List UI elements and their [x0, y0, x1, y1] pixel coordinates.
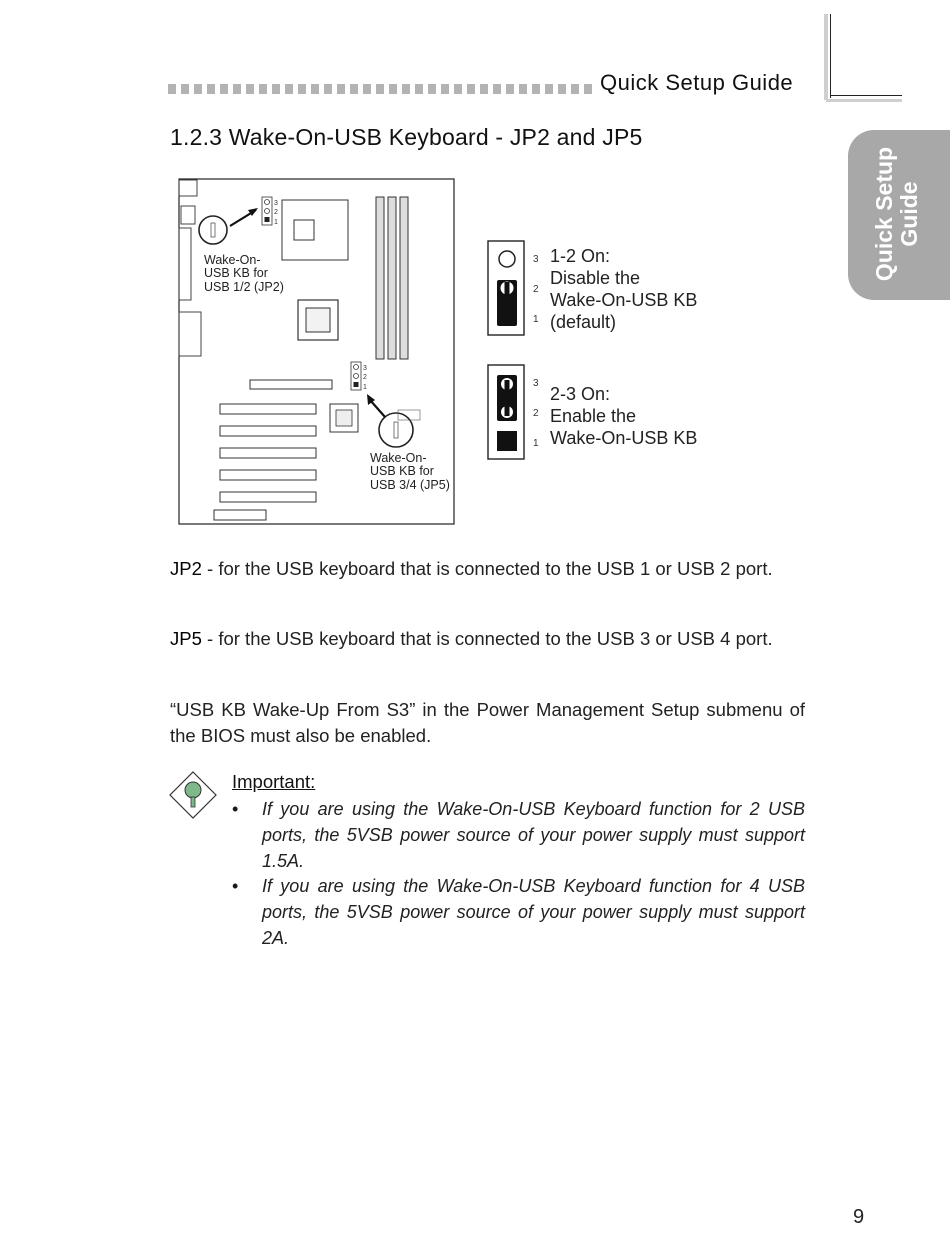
header-corner-base-shadow [826, 99, 902, 102]
side-tab-line1: Quick Setup [871, 146, 897, 282]
jp2-label-line: USB 1/2 (JP2) [204, 280, 284, 294]
page-number: 9 [853, 1206, 865, 1228]
setting1-pin-3 [499, 251, 515, 267]
setting2-pin-num: 1 [533, 438, 539, 449]
jp5-label-line: USB KB for [370, 464, 434, 478]
jp5-pin-num: 2 [363, 374, 367, 381]
agp-slot [250, 380, 332, 389]
setting2-pin-num: 3 [533, 378, 539, 389]
cpu-core [294, 220, 314, 240]
setting2-pin-1 [497, 431, 517, 451]
motherboard-diagram [170, 172, 730, 532]
header-title: Quick Setup Guide [600, 70, 794, 95]
dimm-slot [376, 197, 384, 359]
jp2-pin-2 [265, 209, 270, 214]
bullet: • [232, 799, 239, 819]
jp5-pin-2 [354, 374, 359, 379]
jp5-term: JP5 [170, 628, 202, 649]
header-corner-base [830, 95, 902, 96]
header-corner-shadow [824, 14, 828, 100]
io-port [179, 228, 191, 300]
paragraph-jp2 [170, 556, 805, 582]
setting2-line: 2-3 On: [550, 384, 611, 404]
header-corner-line [830, 14, 831, 98]
jp5-pin-num: 1 [363, 384, 367, 391]
important-icon [168, 770, 218, 820]
pci-slot [220, 470, 316, 480]
jp5-arrow [370, 400, 385, 417]
jp2-pin-num: 2 [274, 209, 278, 216]
io-port [179, 312, 201, 356]
jp5-pin-1 [354, 382, 359, 387]
bottom-connector [214, 510, 266, 520]
io-port [181, 206, 195, 224]
bullet: • [232, 876, 239, 896]
jp5-callout [379, 413, 413, 447]
jp2-pin-1 [265, 217, 270, 222]
important-item [232, 873, 805, 953]
paragraph-bios: “USB KB Wake-Up From S3” in the Power Management Setup submenu of the BIOS must also be enabled. [170, 699, 805, 746]
jp2-description: - for the USB keyboard that is connected to the USB 1 or USB 2 port. [201, 558, 773, 579]
section-title: 1.2.3 Wake-On-USB Keyboard - JP2 and JP5 [170, 124, 643, 150]
setting1-pin-num: 2 [533, 284, 539, 295]
jp5-label-line: USB 3/4 (JP5) [370, 478, 450, 492]
setting1-line: (default) [550, 312, 617, 332]
header-dotted-rule [168, 84, 593, 94]
important-item [232, 796, 805, 876]
jp2-label-line: USB KB for [204, 266, 268, 280]
side-tab-label [862, 136, 932, 292]
setting1-line: Disable the [550, 268, 641, 288]
cpu-socket [282, 200, 348, 260]
setting1-line: 1-2 On: [550, 246, 611, 266]
southbridge-die [336, 410, 352, 426]
setting2-line: Enable the [550, 406, 637, 426]
pci-slot [220, 492, 316, 502]
jp2-label-line: Wake-On- [204, 253, 261, 267]
pci-slot [220, 426, 316, 436]
jp2-pin-num: 1 [274, 219, 278, 226]
dimm-slot [400, 197, 408, 359]
jp5-label-line: Wake-On- [370, 451, 427, 465]
jp5-pin-num: 3 [363, 365, 367, 372]
setting2-line: Wake-On-USB KB [550, 428, 698, 448]
jp2-callout [199, 216, 227, 244]
jp2-term: JP2 [170, 558, 202, 579]
side-tab-line2: Guide [896, 181, 922, 247]
pci-slot [220, 448, 316, 458]
northbridge-die [306, 308, 330, 332]
important-item-text: If you are using the Wake-On-USB Keyboard function for 2 USB ports, the 5VSB power source of your power supply must support 1.5A. [262, 799, 805, 871]
important-item-text: If you are using the Wake-On-USB Keyboard function for 4 USB ports, the 5VSB power source of your power supply must support 2A. [262, 876, 805, 948]
setting1-pin-num: 1 [533, 314, 539, 325]
io-port [179, 180, 197, 196]
pci-slot [220, 404, 316, 414]
setting1-line: Wake-On-USB KB [550, 290, 698, 310]
setting1-pin-num: 3 [533, 254, 539, 265]
jp2-pin-num: 3 [274, 200, 278, 207]
setting2-pin-num: 2 [533, 408, 539, 419]
paragraph-jp5 [170, 626, 805, 652]
important-title: Important: [232, 771, 316, 792]
jp2-pin-3 [265, 200, 270, 205]
dimm-slot [388, 197, 396, 359]
jp5-pin-3 [354, 365, 359, 370]
jp5-description: - for the USB keyboard that is connected to the USB 3 or USB 4 port. [201, 628, 773, 649]
